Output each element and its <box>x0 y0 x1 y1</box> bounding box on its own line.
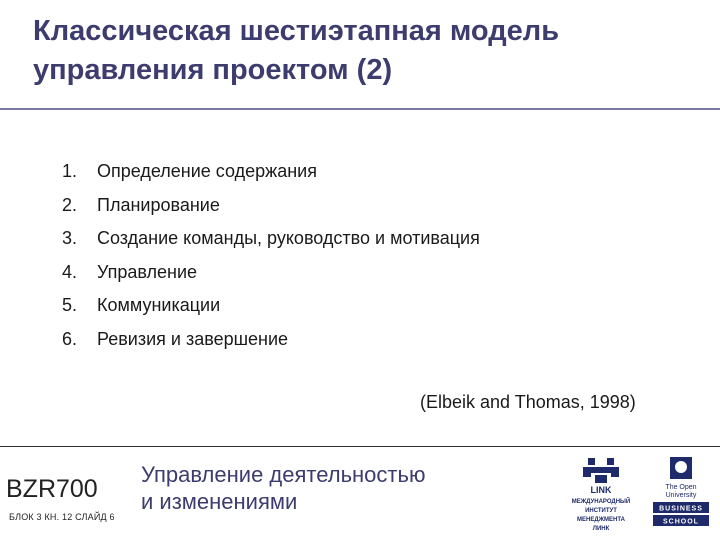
link-emblem-icon <box>583 458 619 483</box>
list-item <box>62 323 480 357</box>
item-text: Определение содержания <box>97 161 317 181</box>
list-item <box>62 189 480 223</box>
item-number: 6. <box>62 328 78 349</box>
ou-logo-line: The Open <box>665 484 697 491</box>
item-text: Ревизия и завершение <box>97 328 289 349</box>
item-number: 4. <box>62 261 78 282</box>
item-number: 1. <box>62 161 78 181</box>
link-logo-word: LINK <box>590 485 612 495</box>
item-text: Коммуникации <box>97 295 221 316</box>
course-code: BZR700 <box>6 475 98 503</box>
stage-list <box>62 155 480 357</box>
link-institute-logo <box>565 455 637 535</box>
list-item <box>62 222 480 256</box>
link-logo-line: ИНСТИТУТ <box>585 508 617 514</box>
list-item <box>62 155 480 189</box>
footer-divider <box>0 446 720 447</box>
item-text: Планирование <box>97 194 220 215</box>
slide-title: Классическая шестиэтапная модель управления проектом (2) <box>33 15 560 86</box>
link-logo-line: МЕЖДУНАРОДНЫЙ <box>571 499 631 505</box>
item-number: 2. <box>62 194 78 215</box>
open-university-logo <box>648 455 713 530</box>
open-university-shield-icon <box>670 457 692 479</box>
link-logo-line: ЛИНК <box>592 526 610 532</box>
ou-badge-line: BUSINESS <box>659 505 703 513</box>
ou-logo-line: University <box>665 492 697 499</box>
item-text: Управление <box>97 261 198 282</box>
citation: (Elbeik and Thomas, 1998) <box>420 392 636 412</box>
slide-reference: БЛОК 3 КН. 12 СЛАЙД 6 <box>9 512 115 522</box>
ou-badge-line: SCHOOL <box>663 518 699 526</box>
item-text: Создание команды, руководство и мотивация <box>97 228 480 249</box>
item-number: 3. <box>62 228 78 249</box>
title-divider <box>0 108 720 110</box>
list-item <box>62 289 480 323</box>
item-number: 5. <box>62 295 78 316</box>
course-title: Управление деятельностью и изменениями <box>141 462 426 514</box>
list-item <box>62 256 480 290</box>
link-logo-line: МЕНЕДЖМЕНТА <box>577 517 625 523</box>
